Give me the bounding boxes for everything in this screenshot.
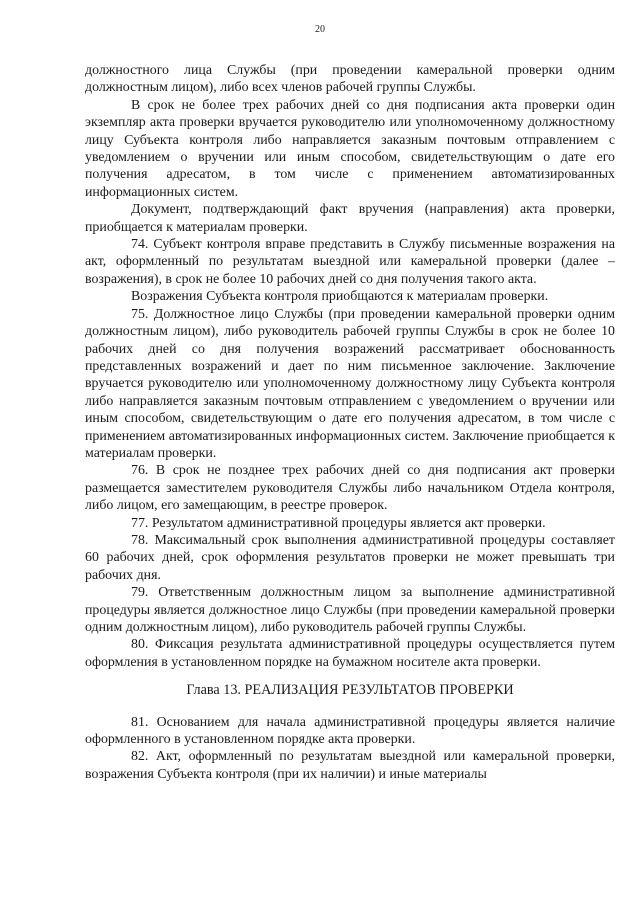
paragraph: Документ, подтверждающий факт вручения (направления) акта проверки, приобщается к материалам проверки. <box>85 202 615 235</box>
paragraph-item-77: 77. Результатом административной процедуры является акт проверки. <box>131 515 546 531</box>
paragraph-item-74: 74. Субъект контроля вправе представить в Службу письменные возражения на акт, оформленный по результатам выездной или камеральной проверки (далее – возражения), в срок не более 10 рабочих дней со дня получения такого акта. <box>85 237 615 287</box>
paragraph-continuation: должностного лица Службы (при проведении камеральной проверки одним должностным лицом), либо всех членов рабочей группы Службы. <box>85 63 615 96</box>
page-number: 20 <box>315 24 325 35</box>
paragraph-item-79: 79. Ответственным должностным лицом за выполнение административной процедуры является должностное лицо Службы (при проведении камеральной проверки одним должностным лицом), либо руководитель рабочей группы Службы. <box>85 585 615 635</box>
document-body <box>85 62 615 783</box>
chapter-heading: Глава 13. РЕАЛИЗАЦИЯ РЕЗУЛЬТАТОВ ПРОВЕРКИ <box>186 682 514 699</box>
paragraph: В срок не более трех рабочих дней со дня подписания акта проверки один экземпляр акта проверки вручается руководителю или уполномоченному должностному лицу Субъекта контроля либо направляется заказным почтовым отправлением с уведомлением о вручении или иным способом, свидетельствующим о дате его получения адресатом, в том числе с применением автоматизированных информационных систем. <box>85 97 615 200</box>
paragraph-item-75: 75. Должностное лицо Службы (при проведении камеральной проверки одним должностным лицом), либо руководитель рабочей группы Службы в срок не более 10 рабочих дней со дня получения возражений рассматривает обоснованность представленных возражений и дает по ним письменное заключение. Заключение вручается руководителю или уполномоченному должностному лицу Субъекта контроля либо направляется заказным почтовым отправлением с уведомлением о вручении или иным способом, свидетельствующим о дате его получения адресатом, в том числе с применением автоматизированных информационных систем. Заключение приобщается к материалам проверки. <box>85 306 615 461</box>
paragraph-item-78: 78. Максимальный срок выполнения административной процедуры составляет 60 рабочих дней, срок оформления результатов проверки не может превышать три рабочих дня. <box>85 532 615 583</box>
paragraph-item-76: 76. В срок не позднее трех рабочих дней со дня подписания акт проверки размещается заместителем руководителя Службы либо начальником Отдела контроля, либо лицом, его замещающим, в реестре проверок. <box>85 463 615 514</box>
paragraph-item-80: 80. Фиксация результата административной процедуры осуществляется путем оформления в установленном порядке на бумажном носителе акта проверки. <box>85 637 615 670</box>
paragraph-item-82: 82. Акт, оформленный по результатам выездной или камеральной проверки, возражения Субъекта контроля (при их наличии) и иные материалы <box>85 749 615 782</box>
paragraph-item-81: 81. Основанием для начала административной процедуры является наличие оформленного в установленном порядке акта проверки. <box>85 714 615 748</box>
paragraph: Возражения Субъекта контроля приобщаются к материалам проверки. <box>131 289 549 305</box>
